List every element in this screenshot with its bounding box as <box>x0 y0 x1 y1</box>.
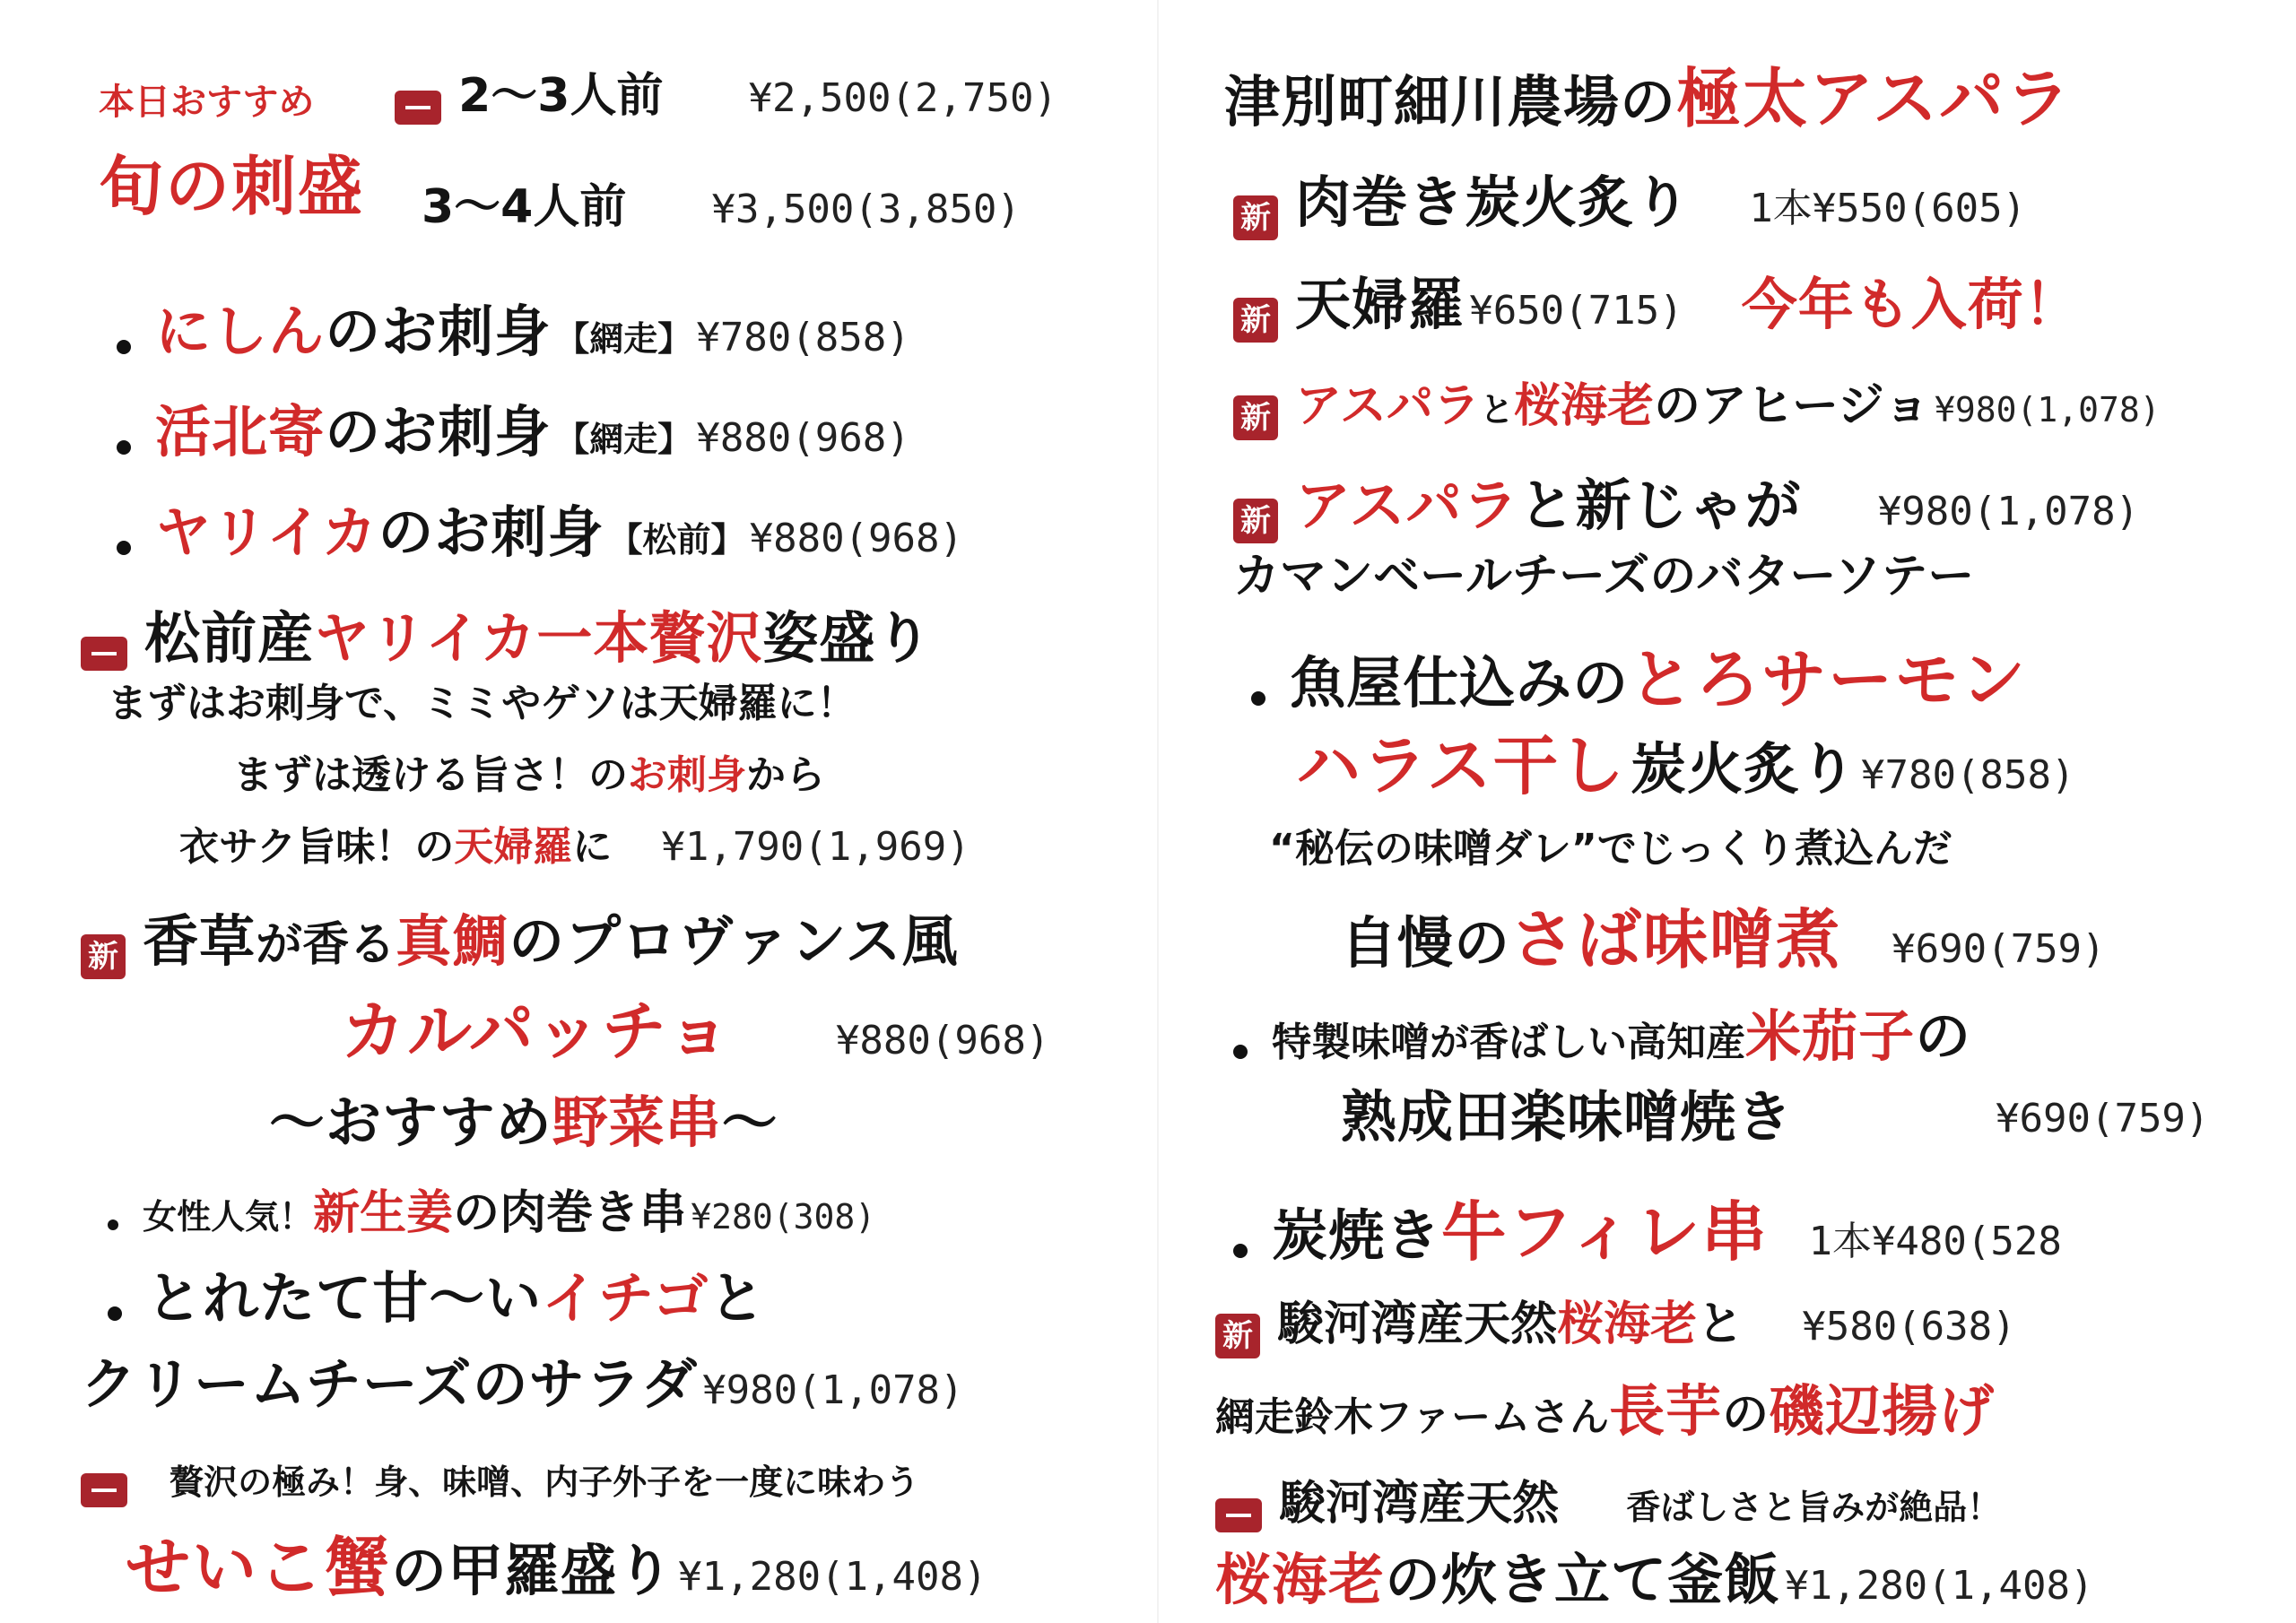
nasu-line-2: 熟成田楽味噌焼き <box>1341 1084 1794 1150</box>
item-hokki: 活北寄のお刺身 【網走】 ¥880(968) <box>117 387 910 467</box>
bullet-icon <box>108 1219 118 1230</box>
dash-icon <box>81 1473 127 1507</box>
new-badge: 新 <box>1215 1314 1260 1358</box>
column-divider <box>1157 0 1159 1623</box>
dash-icon <box>81 637 127 671</box>
nasu-price: ¥690(759) <box>1996 1096 2210 1141</box>
bullet-icon <box>117 440 131 455</box>
bullet-icon <box>1233 1045 1248 1059</box>
dash-icon <box>395 91 441 125</box>
item-nishin: にしんのお刺身 【網走】 ¥780(858) <box>117 287 910 367</box>
new-badge: 新 <box>81 934 126 979</box>
ichigo-line-2: クリームチーズのサラダ ¥980(1,078) <box>81 1351 964 1417</box>
matsumae-desc-2: まずは透ける旨さ！のお刺身から <box>233 752 825 798</box>
suruga-line-2: 網走鈴木ファームさん長芋の磯辺揚げ <box>1215 1378 1996 1444</box>
item-kamameshi-header: 駿河湾産天然 香ばしさと旨みが絶品！ <box>1215 1465 2001 1532</box>
item-ichigo: とれたて甘～いイチゴと <box>108 1254 766 1333</box>
bullet-icon <box>117 541 131 555</box>
item-carpaccio: 新 香草が香る真鯛のプロヴァンス風 <box>81 897 959 979</box>
bullet-icon <box>108 1306 122 1321</box>
item-nikumaki: 新 肉巻き炭火炙り 1本¥550(605) <box>1233 158 2026 240</box>
rec-title: 旬の刺盛 <box>99 149 365 224</box>
item-nasu: 特製味噌が香ばしい高知産米茄子の <box>1233 992 1971 1072</box>
new-badge: 新 <box>1233 499 1278 543</box>
item-shoga: 女性人気！新生姜の肉巻き串 ¥280(308) <box>108 1175 875 1242</box>
salmon-line-2: ハラス干し 炭火炙り ¥780(858) <box>1296 728 2075 803</box>
new-badge: 新 <box>1233 298 1278 343</box>
bullet-icon <box>1251 691 1265 706</box>
item-salmon: 魚屋仕込みのとろサーモン <box>1251 628 2027 721</box>
item-kamameshi: 桜海老の炊き立て釜飯 ¥1,280(1,408) <box>1215 1547 2094 1612</box>
item-butter-saute: 新 アスパラと新じゃが ¥980(1,078) <box>1233 461 2139 543</box>
item-saba: 自慢のさば味噌煮 ¥690(759) <box>1341 902 2106 977</box>
rec-option-2: 3～4人前 ¥3,500(3,850) <box>422 180 1021 234</box>
veg-skewer-header: ～おすすめ野菜串～ <box>269 1089 778 1155</box>
new-badge: 新 <box>1233 395 1278 440</box>
item-ajillo: 新 アスパラと桜海老のアヒージョ ¥980(1,078) <box>1233 368 2161 440</box>
item-filet: 炭焼き牛フィレ串 1本¥480(528 <box>1233 1180 2062 1273</box>
item-suruga: 新 駿河湾産天然桜海老と ¥580(638) <box>1215 1286 2016 1358</box>
right-column <box>1206 0 2220 1623</box>
bullet-icon <box>117 340 131 354</box>
bullet-icon <box>1233 1244 1248 1258</box>
dash-icon <box>1215 1498 1262 1532</box>
rec-label: 本日おすすめ <box>99 82 315 123</box>
item-tempura: 新 天婦羅 ¥650(715) 今年も入荷！ <box>1233 260 2081 343</box>
matsumae-desc-1: まずはお刺身で、ミミやゲソは天婦羅に！ <box>108 681 857 726</box>
carpaccio-title: カルパッチョ ¥880(968) <box>341 994 1050 1069</box>
rec-option-1: 2～3人前 ¥2,500(2,750) <box>395 57 1057 125</box>
left-column <box>72 0 1103 1623</box>
butter-saute-line-2: カマンベールチーズのバターソテー <box>1233 550 1975 603</box>
matsumae-desc-3: 衣サク旨味！の天婦羅に ¥1,790(1,969) <box>179 824 970 870</box>
saba-desc: “秘伝の味噌ダレ”でじっくり煮込んだ <box>1269 826 1952 872</box>
item-matsumae: 松前産ヤリイカ一本贅沢姿盛り <box>81 594 932 673</box>
asparagus-header: 津別町細川農場の極太アスパラ <box>1224 61 2073 136</box>
new-badge: 新 <box>1233 195 1278 240</box>
item-yariika: ヤリイカのお刺身 【松前】 ¥880(968) <box>117 488 963 568</box>
item-seiko: せいこ蟹の甲羅盛り ¥1,280(1,408) <box>126 1530 987 1605</box>
item-seiko-desc: 贅沢の極み！身、味噌、内子外子を一度に味わう <box>81 1454 919 1507</box>
